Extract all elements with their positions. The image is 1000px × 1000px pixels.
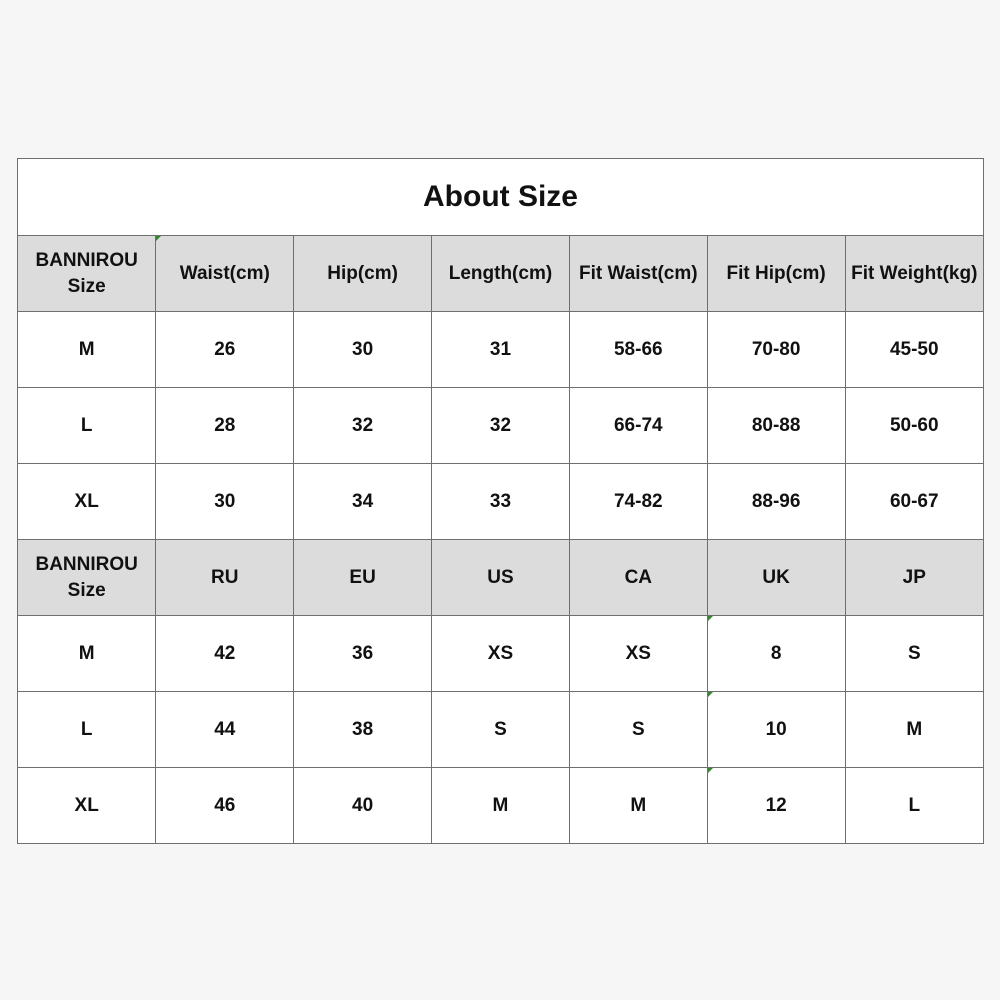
table-cell: M (569, 768, 707, 844)
table-cell: M (845, 692, 983, 768)
table-cell: 42 (156, 616, 294, 692)
table-cell: 10 (707, 692, 845, 768)
table-cell: 30 (294, 312, 432, 388)
table-cell: 38 (294, 692, 432, 768)
header-cell: Length(cm) (432, 236, 570, 312)
table-cell: XS (432, 616, 570, 692)
cell-marker-icon (156, 236, 161, 241)
table-cell: S (569, 692, 707, 768)
table-cell: 34 (294, 464, 432, 540)
table-cell: 88-96 (707, 464, 845, 540)
header-cell: RU (156, 540, 294, 616)
table-cell: 60-67 (845, 464, 983, 540)
size-table (18, 236, 983, 843)
table-cell: 26 (156, 312, 294, 388)
cell-marker-icon (708, 692, 713, 697)
table-cell: L (18, 388, 156, 464)
table-cell: 46 (156, 768, 294, 844)
table-cell: S (432, 692, 570, 768)
cell-marker-icon (708, 616, 713, 621)
table-cell: 32 (294, 388, 432, 464)
table-cell: 36 (294, 616, 432, 692)
table-row (18, 616, 983, 692)
table-cell: 66-74 (569, 388, 707, 464)
table-cell: 70-80 (707, 312, 845, 388)
table-cell: XL (18, 464, 156, 540)
header-cell: Waist(cm) (156, 236, 294, 312)
header-cell: Fit Weight(kg) (845, 236, 983, 312)
header-cell: Fit Hip(cm) (707, 236, 845, 312)
table-row (18, 768, 983, 844)
header-cell: EU (294, 540, 432, 616)
cell-marker-icon (708, 768, 713, 773)
size-chart (17, 158, 984, 844)
table-cell: 45-50 (845, 312, 983, 388)
table-cell: S (845, 616, 983, 692)
table-cell: 40 (294, 768, 432, 844)
table-cell: 58-66 (569, 312, 707, 388)
header-cell: CA (569, 540, 707, 616)
table-row (18, 388, 983, 464)
table-cell: M (18, 312, 156, 388)
header-cell: US (432, 540, 570, 616)
table-cell: M (432, 768, 570, 844)
table-row (18, 312, 983, 388)
table-cell: 74-82 (569, 464, 707, 540)
table-cell: 32 (432, 388, 570, 464)
table-cell: L (908, 794, 921, 816)
conversion-header-row (18, 540, 983, 616)
table-cell: 33 (432, 464, 570, 540)
table-cell: L (18, 692, 156, 768)
table-cell: M (18, 616, 156, 692)
table-cell: 30 (156, 464, 294, 540)
measurements-header-row (18, 236, 983, 312)
header-cell: UK (707, 540, 845, 616)
table-cell: XS (569, 616, 707, 692)
header-cell: Fit Waist(cm) (569, 236, 707, 312)
table-cell: 80-88 (707, 388, 845, 464)
table-cell: 44 (156, 692, 294, 768)
table-cell: 12 (707, 768, 845, 844)
table-row (18, 692, 983, 768)
chart-title: About Size (18, 159, 983, 236)
header-cell: JP (845, 540, 983, 616)
table-cell: 8 (707, 616, 845, 692)
table-row (18, 464, 983, 540)
table-cell: 50-60 (845, 388, 983, 464)
header-cell: BANNIROU Size (18, 236, 156, 312)
table-cell: 31 (432, 312, 570, 388)
table-cell: 28 (156, 388, 294, 464)
header-cell: Hip(cm) (294, 236, 432, 312)
table-cell: XL (18, 768, 156, 844)
header-cell: BANNIROU Size (18, 540, 156, 616)
